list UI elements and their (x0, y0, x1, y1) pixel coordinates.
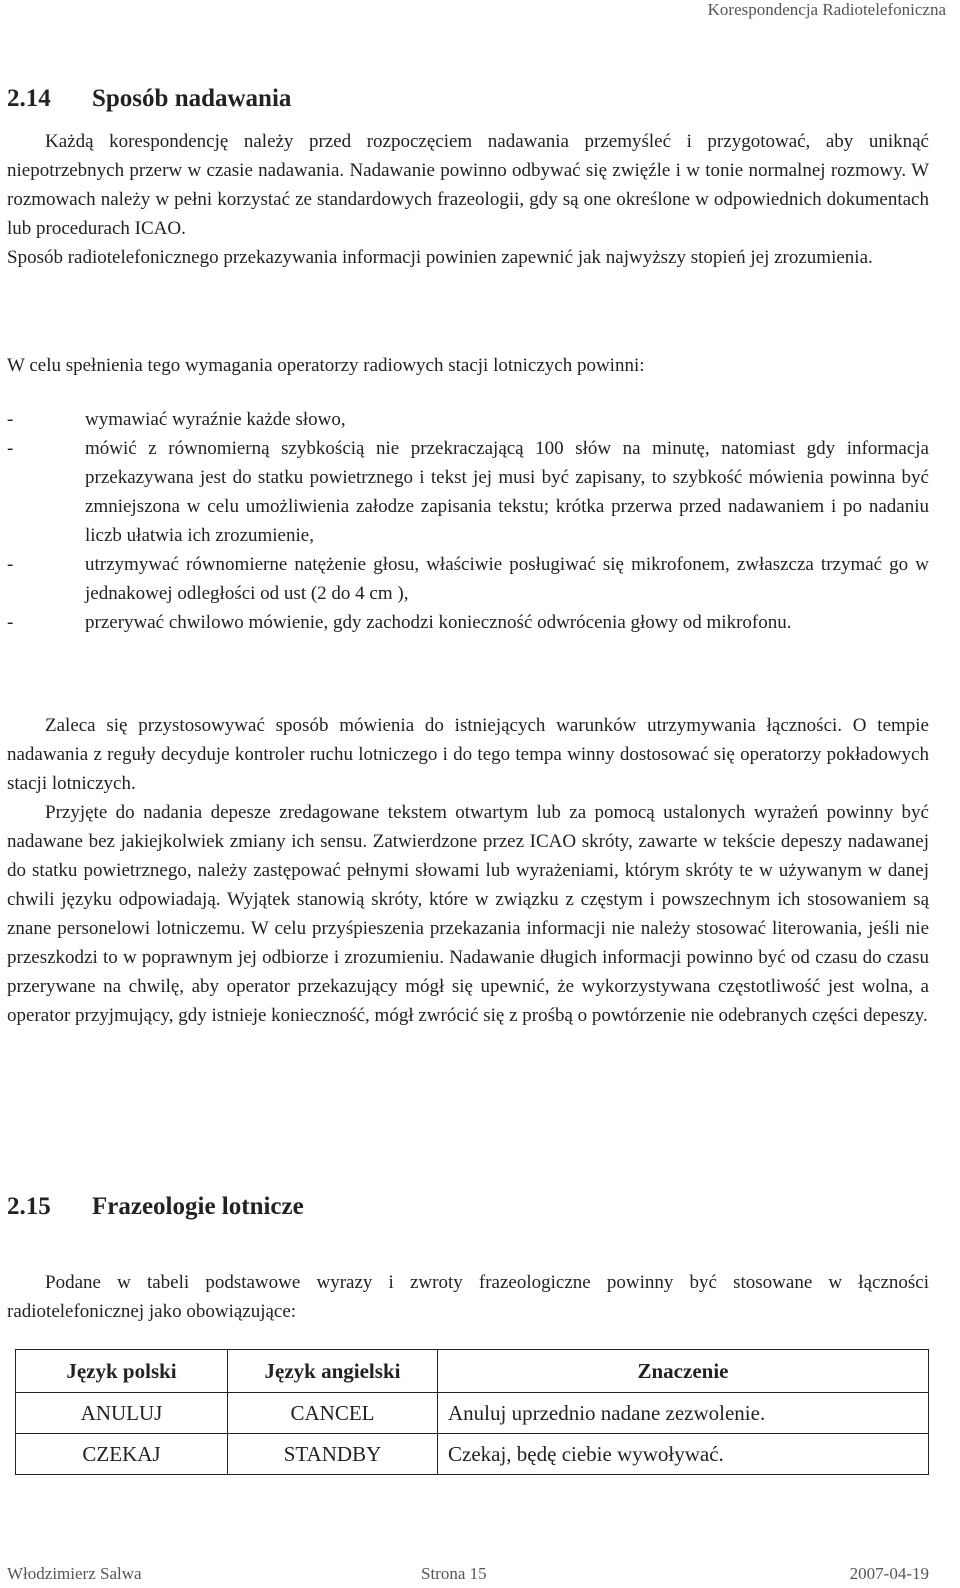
section-heading-2-15 (7, 1192, 304, 1222)
section-heading-2-14 (7, 84, 291, 114)
list-item: - przerywać chwilowo mówienie, gdy zachodzi konieczność odwrócenia głowy od mikrofonu. (7, 612, 792, 633)
paragraph: Każdą korespondencję należy przed rozpoczęciem nadawania przemyśleć i przygotować, aby uniknąć niepotrzebnych przerw w czasie nadawania. Nadawanie powinno odbywać się zwięźle i w tonie normalnej rozmowy. W rozmowach należy w pełni korzystać ze standardowych frazeologii, gdy są one określone w odpowiednich dokumentach lub procedurach ICAO. (7, 131, 929, 239)
table-row (16, 1393, 929, 1434)
column-header: Znaczenie (438, 1350, 929, 1393)
column-header: Język angielski (228, 1350, 438, 1393)
section-number: 2.15 (7, 1193, 51, 1220)
phraseology-table (15, 1349, 929, 1475)
list-item: - wymawiać wyraźnie każde słowo, (7, 409, 346, 430)
table-cell: STANDBY (228, 1434, 438, 1475)
list-intro (7, 351, 929, 380)
paragraph: Przyjęte do nadania depesze zredagowane tekstem otwartym lub za pomocą ustalonych wyrażeń powinny być nadawane bez jakiejkolwiek zmiany ich sensu. Zatwierdzone przez ICAO skróty, zawarte w tekście depeszy nadawanej do statku powietrznego, należy zastępować pełnymi słowami lub wyrażeniami, którym skróty te w używanym w danej chwili języku odpowiadają. Wyjątek stanowią skróty, które w związku z częstym i powszechnym ich stosowaniem są znane personelowi lotniczemu. W celu przyśpieszenia przekazania informacji nie należy stosować literowania, jeśli nie przeszkodzi to w poprawnym jej odbiorze i zrozumieniu. Nadawanie długich informacji powinno być od czasu do czasu przerywane na chwilę, aby operator przekazujący mógł się upewnić, że wykorzystywana częstotliwość jest wolna, a operator przyjmujący, gdy istnieje konieczność, mógł zwrócić się z prośbą o powtórzenie nie odebranych części depeszy. (7, 802, 929, 1026)
paragraph: Zaleca się przystosowywać sposób mówienia do istniejących warunków utrzymywania łączności. O tempie nadawania z reguły decyduje kontroler ruchu lotniczego i do tego tempa winny dostosować się operatorzy pokładowych stacji lotniczych. (7, 715, 929, 794)
paragraph: Podane w tabeli podstawowe wyrazy i zwroty frazeologiczne powinny być stosowane w łączności radiotelefonicznej jako obowiązujące: (7, 1272, 929, 1322)
closing-paragraphs (7, 711, 929, 1030)
table-cell: Czekaj, będę ciebie wywoływać. (438, 1434, 929, 1475)
column-header: Język polski (16, 1350, 228, 1393)
table-header-row (16, 1350, 929, 1393)
table-cell: CZEKAJ (16, 1434, 228, 1475)
requirements-list (7, 405, 929, 637)
section-title: Sposób nadawania (92, 85, 292, 112)
section-number: 2.14 (7, 85, 51, 112)
table-intro (7, 1268, 929, 1326)
list-item-text: przerywać chwilowo mówienie, gdy zachodzi konieczność odwrócenia głowy od mikrofonu. (85, 612, 792, 633)
intro-paragraphs (7, 127, 929, 272)
list-item-text: mówić z równomierną szybkością nie przekraczającą 100 słów na minutę, natomiast gdy informacja przekazywana jest do statku powietrznego i tekst jej musi być zapisany, to szybkość mówienia powinna być zmniejszona w celu umożliwienia załodze zapisania tekstu; krótka przerwa przed nadawaniem i po nadaniu liczb ułatwia ich zrozumienie, (85, 438, 929, 546)
list-item-text: utrzymywać równomierne natężenie głosu, właściwie posługiwać się mikrofonem, zwłaszcza trzymać go w jednakowej odległości od ust (2 do 4 cm ), (85, 554, 929, 604)
list-item: - utrzymywać równomierne natężenie głosu, właściwie posługiwać się mikrofonem, zwłaszcza trzymać go w jednakowej odległości od ust (2 do 4 cm ), (7, 554, 929, 604)
list-item: - mówić z równomierną szybkością nie przekraczającą 100 słów na minutę, natomiast gdy informacja przekazywana jest do statku powietrznego i tekst jej musi być zapisany, to szybkość mówienia powinna być zmniejszona w celu umożliwienia załodze zapisania tekstu; krótka przerwa przed nadawaniem i po nadaniu liczb ułatwia ich zrozumienie, (7, 438, 929, 546)
list-item-text: wymawiać wyraźnie każde słowo, (85, 409, 346, 430)
table-cell: CANCEL (228, 1393, 438, 1434)
paragraph: W celu spełnienia tego wymagania operatorzy radiowych stacji lotniczych powinni: (7, 355, 645, 376)
section-title: Frazeologie lotnicze (92, 1193, 304, 1220)
footer-date: 2007-04-19 (849, 1564, 929, 1583)
footer-page-number: Strona 15 (421, 1564, 487, 1583)
paragraph: Sposób radiotelefonicznego przekazywania informacji powinien zapewnić jak najwyższy stopień jej zrozumienia. (7, 247, 873, 268)
page-header: Korespondencja Radiotelefoniczna (707, 0, 946, 19)
footer-author: Włodzimierz Salwa (7, 1564, 142, 1583)
table-cell: Anuluj uprzednio nadane zezwolenie. (438, 1393, 929, 1434)
table-row (16, 1434, 929, 1475)
table-cell: ANULUJ (16, 1393, 228, 1434)
